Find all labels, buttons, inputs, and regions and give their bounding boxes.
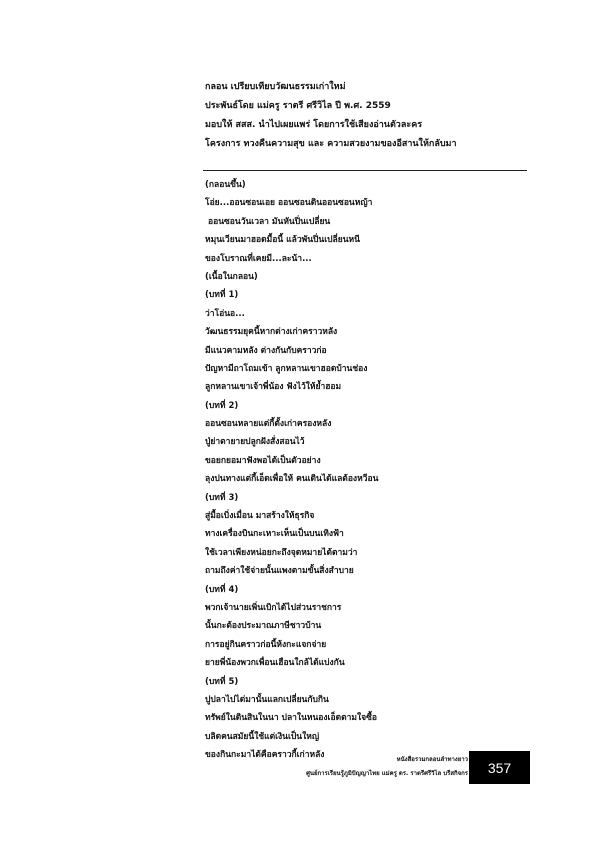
stanza-heading: (บทที่ 2): [205, 400, 239, 411]
book-title: หนังสือรวมกลอนลำทางยาว: [396, 756, 468, 763]
poem-line: ของโบราณที่เคยมี...ละน้า...: [205, 253, 312, 264]
poem-line: ใช้เวลาเพียงหน่อยกะถึงจุดหมายได้ตามว่า: [205, 547, 358, 558]
poem-line: ถามถึงค่าใช้จ่ายนั้นแพงตามขั้นสิ่งสำบาย: [205, 566, 354, 577]
poem-line: หมุนเวียนมาฮอดมื้อนี้ แล้วพันปิ่นเปลี่ยนหนี: [205, 235, 360, 246]
stanza-heading: (บทที่ 4): [205, 584, 239, 595]
poem-line: ปัญหามีถาโถมเข้า ลูกหลานเขาฮอดบ้านช่อง: [205, 363, 368, 374]
poem-line: สู่มื้อเบิ่งเมื่อน มาสร้างให้ธุรกิจ: [205, 511, 315, 522]
dedication-line: มอบให้ สสส. นำไปเผยแพร่ โดยการใช้เสียงอ่านตัวละคร: [205, 120, 423, 130]
poem-title: กลอน เปรียบเทียบวัฒนธรรมเก่าใหม่: [205, 82, 346, 92]
poem-line: โอ่ย...ออนซอนเอย ออนซอนดินออนซอนหญ้า: [205, 198, 373, 209]
poem-line: พวกเจ้านายเพิ่นเบิกได้ไปส่วนราชการ: [205, 602, 342, 613]
poem-line: ออนซอนหลายแต่กี้ตั้งเก่าครองหลัง: [205, 419, 332, 430]
poem-line: การอยู่กินคราวก่อนี้ห้งกะแจกจ่าย: [205, 639, 327, 650]
stanza-heading: (บทที่ 1): [205, 290, 239, 301]
poem-line: (เนื้อในกลอน): [205, 271, 258, 282]
poem-line: ยายพี่น้องพวกเพื่อนเฮือนใกล้ได้แบ่งกัน: [205, 658, 345, 669]
poem-line: ลูกหลานเขาเจ้าพี่น้อง ฟังไว้ให้ย้ำฮอม: [205, 382, 342, 393]
poem-line: ขอยกยอมาฟังพอได้เป็นตัวอย่าง: [205, 455, 321, 466]
poem-line: บลิดคนสมัยนี้ใช้แต่เงินเป็นใหญ่: [205, 731, 320, 742]
poem-header: [205, 78, 535, 154]
poem-body: [205, 176, 525, 765]
page-footer: [138, 753, 468, 781]
poem-line: นั้นกะต้องประมาณภาษีชาวบ้าน: [205, 621, 322, 632]
publisher-line: ศูนย์การเรียนรู้ภูมิปัญญาไทย แม่ครู ดร. ราตรีศรีวิไล บรีสกิจกร: [306, 770, 468, 777]
poem-line: ว่าโอ่นอ...: [205, 308, 245, 319]
project-line: โครงการ ทวงคืนความสุข และ ความสวยงามของอีสานให้กลับมา: [205, 139, 457, 149]
page-number: 357: [469, 751, 530, 784]
poem-line: (กลอนขึ้น): [205, 180, 246, 190]
poem-line: ทรัพย์ในดินสินในนา ปลาในหนองเอ็ดตามใจซื้อ: [205, 713, 377, 724]
poem-line: ของกินกะมาได้คือคราวกี้เก่าหลัง: [205, 750, 325, 761]
poem-line: ออนซอนวันเวลา มันหันปิ่นเปลี่ยน: [208, 216, 331, 227]
poem-line: มีแนวคามหลัง ต่างกันกับคราวก่อ: [205, 345, 327, 356]
author-line: ประพันธ์โดย แม่ครู ราตรี ศรีวิไล ปี พ.ศ. 2559: [205, 101, 391, 111]
stanza-heading: (บทที่ 3): [205, 492, 239, 503]
poem-line: ทางเครื่องบินกะเหาะเห็นเป็นบนเทิงฟ้า: [205, 529, 344, 540]
stanza-heading: (บทที่ 5): [205, 676, 239, 687]
poem-line: ลุงปนทางแต่กี้เอ็ดเพื่อให้ คนเดินได้แลต้องหวีอน: [205, 474, 379, 485]
header-divider: [203, 170, 527, 171]
poem-line: ปูปลาไปได่มานั้นแลกเปลี่ยนกับกิน: [205, 694, 329, 705]
poem-line: วัฒนธรรมยุคนี้หากต่างเก่าคราวหลัง: [205, 327, 338, 338]
poem-line: ปู่ย่าตายายปลูกฝังสั่งสอนไว้: [205, 437, 305, 448]
